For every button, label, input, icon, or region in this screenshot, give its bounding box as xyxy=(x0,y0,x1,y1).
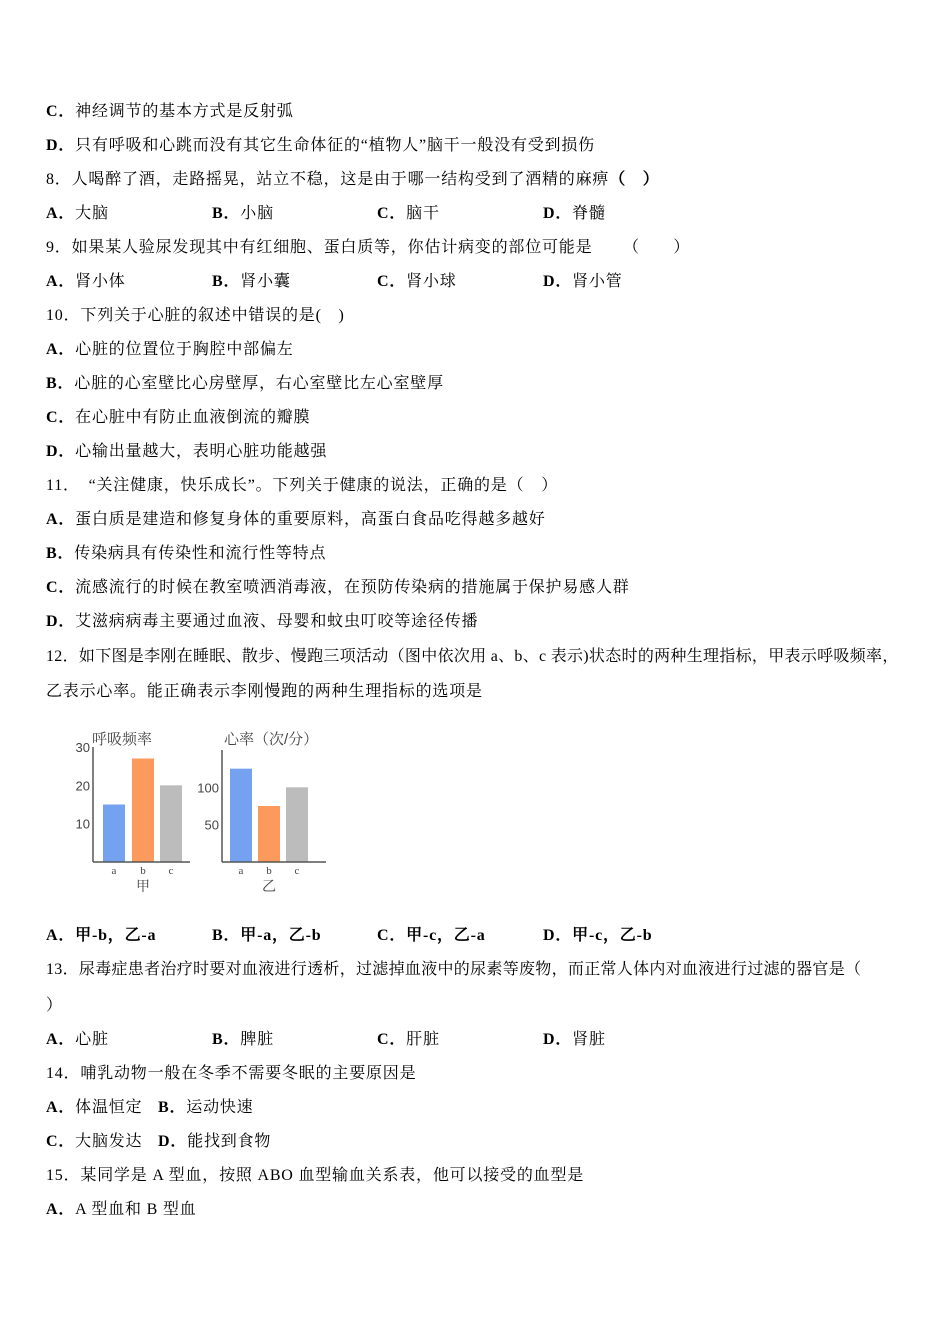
option-text: 能找到食物 xyxy=(187,1133,272,1150)
option-letter: B． xyxy=(212,1031,241,1048)
option-text: 心输出量越大，表明心脏功能越强 xyxy=(75,443,328,460)
breathing-rate-chart-bar-b xyxy=(132,759,154,863)
option-letter: C． xyxy=(46,579,76,596)
option-letter: C． xyxy=(46,1133,76,1150)
option-letter: C． xyxy=(46,103,76,120)
option-a xyxy=(46,272,126,292)
option-b xyxy=(158,1098,253,1118)
question-15-stem: 15．某同学是 A 型血，按照 ABO 血型输血关系表，他可以接受的血型是 xyxy=(46,1167,585,1184)
heart-rate-chart-category-label: c xyxy=(294,865,300,877)
heart-rate-chart-category-label: b xyxy=(266,865,272,877)
question-10-stem: 10．下列关于心脏的叙述中错误的是( ) xyxy=(46,307,345,324)
chart-figure xyxy=(60,720,340,900)
breathing-rate-chart-y-tick-label: 10 xyxy=(75,816,90,832)
option-letter: C． xyxy=(46,409,76,426)
option-letter: B． xyxy=(212,273,241,290)
option-a xyxy=(46,1098,142,1118)
option-text: 心脏的位置位于胸腔中部偏左 xyxy=(75,341,294,358)
option-text: 甲-a，乙-b xyxy=(240,927,322,944)
question-8-options xyxy=(0,204,950,224)
option-letter: A． xyxy=(46,205,76,222)
question-10-option-a xyxy=(46,340,294,360)
option-letter: D． xyxy=(543,205,573,222)
option-text: 大脑 xyxy=(75,205,109,222)
option-text: 肾脏 xyxy=(572,1031,606,1048)
option-letter: B． xyxy=(46,545,75,562)
option-text: 甲-c，乙-b xyxy=(572,927,653,944)
option-c xyxy=(46,1132,142,1152)
option-letter: D． xyxy=(543,1031,573,1048)
option-c xyxy=(377,1030,440,1050)
option-d xyxy=(543,204,606,224)
question-14-options-row-1 xyxy=(0,1098,950,1118)
heart-rate-chart-title: 心率（次/分） xyxy=(224,731,319,748)
option-letter: B． xyxy=(212,205,241,222)
option-text: 艾滋病病毒主要通过血液、母婴和蚊虫叮咬等途径传播 xyxy=(75,613,479,630)
option-letter: D． xyxy=(158,1133,188,1150)
option-text: 心脏 xyxy=(75,1031,109,1048)
option-text: 只有呼吸和心跳而没有其它生命体征的“植物人”脑干一般没有受到损伤 xyxy=(75,137,595,154)
option-text: 蛋白质是建造和修复身体的重要原料，高蛋白食品吃得越多越好 xyxy=(75,511,546,528)
option-letter: D． xyxy=(543,273,573,290)
option-text: 在心脏中有防止血液倒流的瓣膜 xyxy=(75,409,311,426)
question-13-stem-line-1: 13．尿毒症患者治疗时要对血液进行透析，过滤掉血液中的尿素等废物，而正常人体内对血液进行过滤的器官是（ xyxy=(46,961,862,978)
option-a xyxy=(46,204,109,224)
option-text: 肾小球 xyxy=(406,273,457,290)
option-letter: A． xyxy=(46,1031,76,1048)
breathing-rate-chart-title: 呼吸频率 xyxy=(92,731,153,748)
answer-blank: （ ） xyxy=(609,171,660,188)
option-c xyxy=(377,204,440,224)
option-text: 大脑发达 xyxy=(75,1133,143,1150)
option-letter: A． xyxy=(46,1201,76,1218)
breathing-rate-chart-category-label: a xyxy=(111,865,117,877)
option-a xyxy=(46,926,156,946)
option-d xyxy=(543,926,652,946)
heart-rate-chart-bar-c xyxy=(286,787,308,862)
stem-text: 9．如果某人验尿发现其中有红细胞、蛋白质等，你估计病变的部位可能是 xyxy=(46,239,593,256)
option-text: 肾小体 xyxy=(75,273,126,290)
option-text: 流感流行的时候在教室喷洒消毒液，在预防传染病的措施属于保护易感人群 xyxy=(75,579,630,596)
breathing-rate-chart-bar-c xyxy=(160,785,182,862)
breathing-rate-chart-bar-a xyxy=(103,805,125,863)
heart-rate-chart-y-tick-label: 100 xyxy=(197,780,219,796)
option-letter: A． xyxy=(46,341,76,358)
option-letter: B． xyxy=(46,375,75,392)
option-text: 肝脏 xyxy=(406,1031,440,1048)
question-14-options-row-2 xyxy=(0,1132,950,1152)
option-letter: D． xyxy=(543,927,573,944)
option-letter: D． xyxy=(46,443,76,460)
question-11-stem: 11． “关注健康，快乐成长”。下列关于健康的说法，正确的是（ ） xyxy=(46,477,559,494)
option-letter: A． xyxy=(46,273,76,290)
option-letter: D． xyxy=(46,137,76,154)
option-letter: C． xyxy=(377,273,407,290)
option-letter: D． xyxy=(46,613,76,630)
question-10-option-b xyxy=(46,374,444,394)
option-c xyxy=(377,272,457,292)
heart-rate-chart-bar-b xyxy=(258,806,280,862)
option-text: 脾脏 xyxy=(240,1031,274,1048)
question-10-option-d xyxy=(46,442,327,462)
option-text: A 型血和 B 型血 xyxy=(75,1201,197,1218)
question-11-option-d xyxy=(46,612,478,632)
breathing-rate-chart-y-tick-label: 20 xyxy=(75,778,90,794)
option-letter: B． xyxy=(212,927,241,944)
heart-rate-chart-bar-a xyxy=(230,769,252,862)
question-14-stem: 14．哺乳动物一般在冬季不需要冬眠的主要原因是 xyxy=(46,1065,417,1082)
question-9-stem xyxy=(46,238,592,258)
option-text: 肾小管 xyxy=(572,273,623,290)
option-b xyxy=(212,1030,274,1050)
option-letter: A． xyxy=(46,511,76,528)
prev-question-option-d xyxy=(46,136,595,156)
heart-rate-chart-x-label: 乙 xyxy=(262,878,276,894)
option-b xyxy=(212,926,321,946)
heart-rate-chart-category-label: a xyxy=(238,865,244,877)
option-text: 体温恒定 xyxy=(75,1099,143,1116)
question-8-stem xyxy=(46,170,660,190)
option-text: 传染病具有传染性和流行性等特点 xyxy=(74,545,327,562)
option-text: 肾小囊 xyxy=(240,273,291,290)
option-text: 运动快速 xyxy=(186,1099,254,1116)
stem-text: 8．人喝醉了酒，走路摇晃，站立不稳，这是由于哪一结构受到了酒精的麻痹 xyxy=(46,171,610,188)
breathing-rate-chart-category-label: b xyxy=(140,865,146,877)
option-b xyxy=(212,204,274,224)
question-13-stem-line-2: ） xyxy=(46,997,63,1014)
question-12-options xyxy=(0,926,950,946)
question-9-answer-blank: （ ） xyxy=(623,239,691,256)
option-text: 心脏的心室壁比心房壁厚，右心室壁比左心室壁厚 xyxy=(74,375,444,392)
option-d xyxy=(158,1132,271,1152)
option-letter: A． xyxy=(46,927,76,944)
option-letter: C． xyxy=(377,927,407,944)
question-11-option-a xyxy=(46,510,546,530)
option-letter: A． xyxy=(46,1099,76,1116)
option-letter: C． xyxy=(377,205,407,222)
option-c xyxy=(377,926,486,946)
question-9-options xyxy=(0,272,950,292)
option-letter: B． xyxy=(158,1099,187,1116)
question-11-option-c xyxy=(46,578,630,598)
question-15-option-a xyxy=(46,1200,197,1220)
prev-question-option-c xyxy=(46,102,294,122)
breathing-rate-chart-y-tick-label: 30 xyxy=(75,740,90,755)
option-text: 脊髓 xyxy=(572,205,606,222)
breathing-rate-chart-x-label: 甲 xyxy=(136,878,150,894)
question-11-option-b xyxy=(46,544,326,564)
heart-rate-chart-y-tick-label: 50 xyxy=(204,817,219,833)
option-text: 甲-c，乙-a xyxy=(406,927,486,944)
option-text: 小脑 xyxy=(240,205,274,222)
question-13-options xyxy=(0,1030,950,1050)
option-d xyxy=(543,272,623,292)
breathing-rate-chart-category-label: c xyxy=(168,865,174,877)
question-10-option-c xyxy=(46,408,310,428)
question-12-stem-line-2: 乙表示心率。能正确表示李刚慢跑的两种生理指标的选项是 xyxy=(46,683,483,700)
option-text: 甲-b，乙-a xyxy=(75,927,157,944)
question-12-stem-line-1: 12．如下图是李刚在睡眠、散步、慢跑三项活动（图中依次用 a、b、c 表示)状态时的两种生理指标，甲表示呼吸频率， xyxy=(46,648,899,665)
option-a xyxy=(46,1030,109,1050)
option-letter: C． xyxy=(377,1031,407,1048)
option-d xyxy=(543,1030,606,1050)
option-text: 神经调节的基本方式是反射弧 xyxy=(75,103,294,120)
option-b xyxy=(212,272,291,292)
option-text: 脑干 xyxy=(406,205,440,222)
